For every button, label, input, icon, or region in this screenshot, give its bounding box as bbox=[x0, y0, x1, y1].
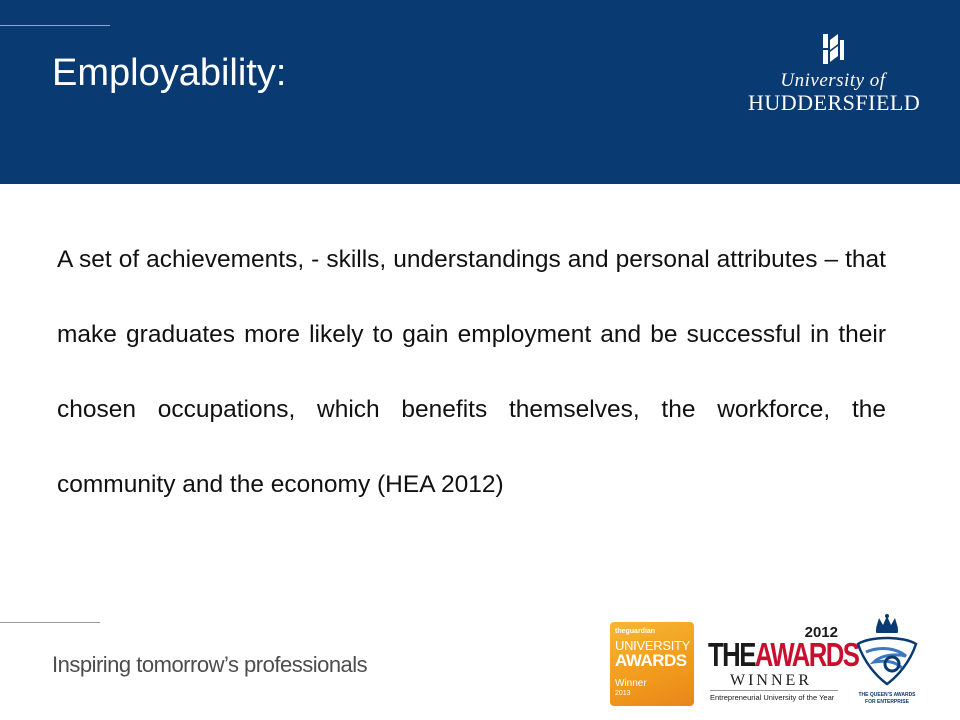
queens-award-line1: THE QUEEN’S AWARDS bbox=[858, 692, 916, 698]
queens-award-line2: FOR ENTERPRISE bbox=[865, 699, 909, 705]
the-awards-year: 2012 bbox=[804, 624, 838, 641]
the-awards-badge bbox=[708, 624, 859, 706]
guardian-award-masthead: theguardian bbox=[615, 628, 656, 635]
tagline: Inspiring tomorrow’s professionals bbox=[52, 652, 368, 677]
the-awards-title-awards: AWARDS bbox=[754, 636, 859, 673]
footer-divider bbox=[0, 622, 100, 623]
guardian-award-line2: UNIVERSITY bbox=[615, 638, 691, 653]
guardian-award-winner: Winner bbox=[615, 678, 647, 689]
guardian-award-line3: AWARDS bbox=[615, 651, 687, 670]
logo-text-line1: University of bbox=[780, 70, 886, 91]
slide-title: Employability: bbox=[52, 52, 287, 94]
the-awards-title-the: THE bbox=[708, 636, 755, 673]
guardian-award-badge bbox=[610, 622, 694, 706]
the-awards-winner: WINNER bbox=[730, 672, 812, 689]
queens-award-caption bbox=[852, 692, 922, 706]
definition-paragraph: A set of achievements, - skills, understandings and personal attributes – that make graduates more likely to gain employment and be successful in their chosen occupations, which benefits themselves, the workforce, the community and the economy (HEA 2012) bbox=[57, 246, 886, 498]
the-awards-subtitle: Entrepreneurial University of the Year bbox=[710, 693, 835, 702]
huddersfield-emblem-icon bbox=[820, 34, 846, 68]
logo-text-line2: HUDDERSFIELD bbox=[748, 90, 921, 115]
header-divider bbox=[0, 25, 110, 26]
university-logo bbox=[748, 34, 921, 130]
guardian-award-year: 2013 bbox=[615, 690, 631, 697]
title-banner bbox=[0, 0, 960, 184]
the-awards-title bbox=[708, 636, 858, 674]
the-awards-divider bbox=[710, 690, 838, 691]
crown-emblem-icon bbox=[852, 614, 922, 692]
queens-award-badge bbox=[852, 614, 922, 710]
